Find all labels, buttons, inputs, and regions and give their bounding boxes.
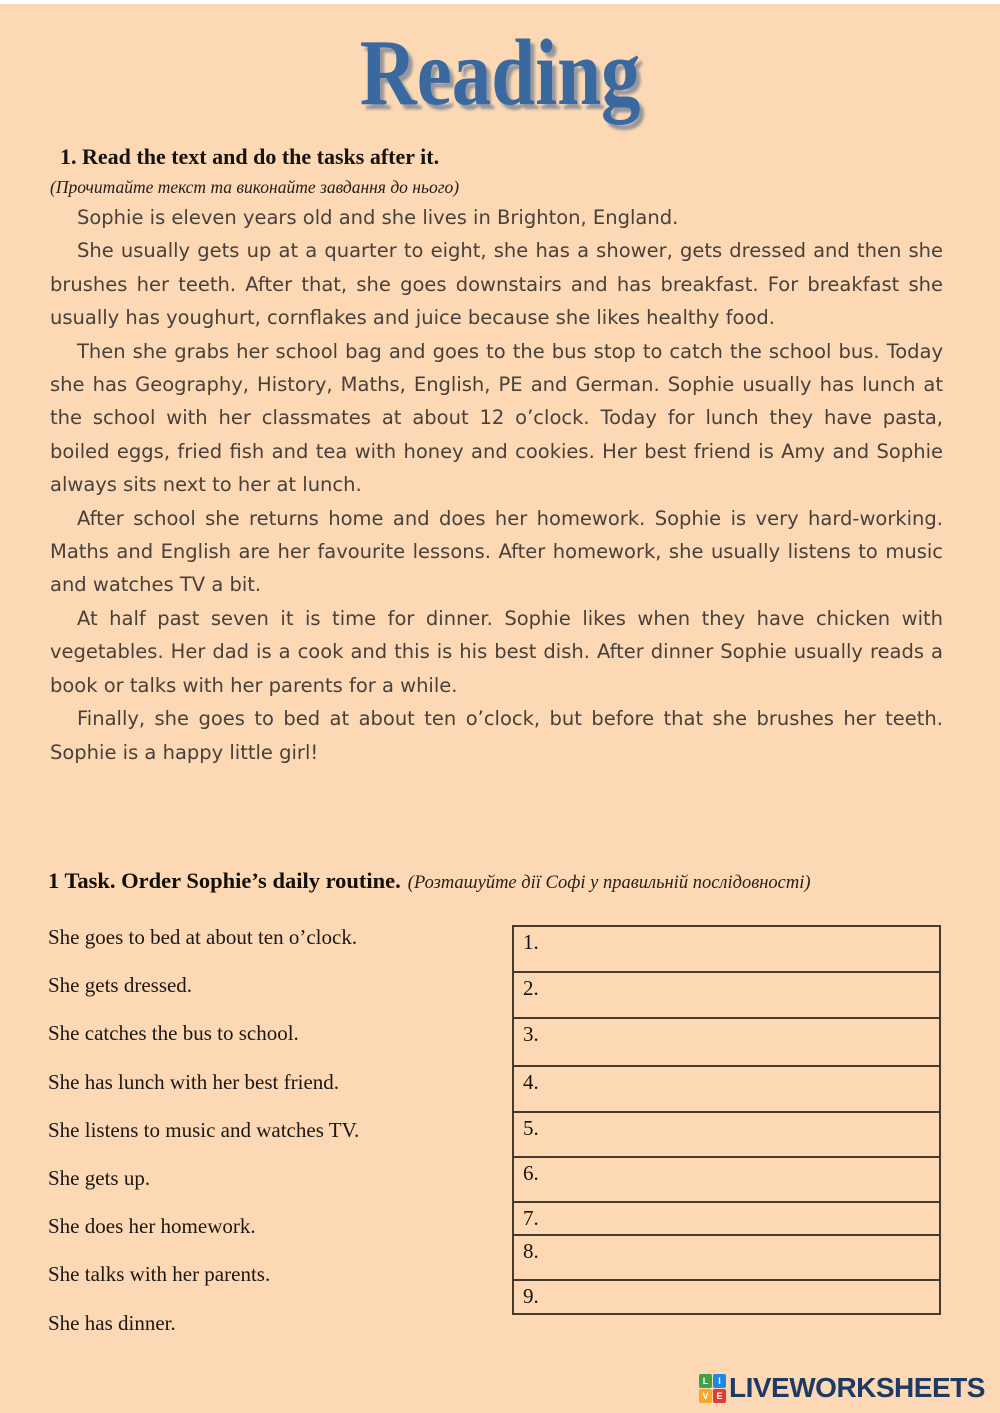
- liveworksheets-logo-text: LIVEWORKSHEETS: [729, 1372, 985, 1403]
- answer-row-9[interactable]: 9.: [514, 1279, 939, 1313]
- passage-paragraph: Finally, she goes to bed at about ten o’clock, but before that she brushes her teeth. Sophie is a happy little girl!: [50, 707, 943, 764]
- task-heading: 1 Task. Order Sophie’s daily routine.: [48, 868, 401, 893]
- answer-row-2[interactable]: 2.: [514, 971, 939, 1017]
- live-icon-square-v: V: [699, 1389, 712, 1403]
- passage-paragraph: At half past seven it is time for dinner. Sophie likes when they have chicken with vegetables. Her dad is a cook and this is his best dish. After dinner Sophie usually reads a book or talks with her parents for a while.: [50, 606, 943, 697]
- task-heading-row: [48, 868, 958, 894]
- passage-paragraph: After school she returns home and does her homework. Sophie is very hard-working. Maths and English are her favourite lessons. After homework, she usually listens to music and watches TV a bit.: [50, 506, 943, 597]
- answer-row-1[interactable]: 1.: [523, 930, 539, 954]
- live-icon-square-l: L: [699, 1374, 712, 1388]
- answer-row-8[interactable]: 8.: [514, 1234, 939, 1279]
- routine-sentence: She gets up.: [48, 1165, 151, 1190]
- answer-row-3[interactable]: 3.: [514, 1017, 939, 1065]
- routine-sentence: She talks with her parents.: [48, 1262, 271, 1287]
- live-icon-square-i: I: [713, 1374, 726, 1388]
- routine-sentence: She does her homework.: [48, 1214, 256, 1239]
- reading-passage: [50, 201, 943, 769]
- routine-sentence: She has dinner.: [48, 1310, 176, 1335]
- passage-paragraph: Then she grabs her school bag and goes to the bus stop to catch the school bus. Today she has Geography, History, Maths, English, PE and German. Sophie usually has lunch at the school with her classmates at about 12 o’clock. Today for lunch they have pasta, boiled eggs, fried fish and tea with honey and cookies. Her best friend is Amy and Sophie always sits next to her at lunch.: [50, 339, 943, 497]
- liveworksheets-icon: [699, 1374, 726, 1403]
- answer-row-7[interactable]: 7.: [514, 1201, 939, 1234]
- passage-paragraph: Sophie is eleven years old and she lives in Brighton, England.: [77, 206, 679, 229]
- section1-heading: 1. Read the text and do the tasks after it.: [60, 144, 440, 169]
- answer-row-4[interactable]: 4.: [514, 1065, 939, 1111]
- answer-table: [512, 925, 941, 1315]
- page-title: Reading: [359, 21, 641, 125]
- section1-heading-translation: (Прочитайте текст та виконайте завдання до нього): [50, 177, 460, 197]
- liveworksheets-footer: [699, 1372, 985, 1404]
- answer-row-6[interactable]: 6.: [514, 1156, 939, 1201]
- routine-sentence: She gets dressed.: [48, 973, 193, 998]
- routine-sentence: She goes to bed at about ten o’clock.: [48, 925, 358, 949]
- routine-sentence: She has lunch with her best friend.: [48, 1069, 340, 1094]
- routine-sentence-list: [48, 923, 488, 1357]
- live-icon-square-e: E: [713, 1389, 726, 1403]
- task-heading-translation: (Розташуйте дії Софі у правильній послідовності): [407, 873, 811, 893]
- passage-paragraph: She usually gets up at a quarter to eight, she has a shower, gets dressed and then she brushes her teeth. After that, she goes downstairs and has breakfast. For breakfast she usually has youghurt, cornflakes and juice because she likes healthy food.: [50, 239, 943, 330]
- routine-sentence: She catches the bus to school.: [48, 1021, 299, 1046]
- answer-row-5[interactable]: 5.: [514, 1111, 939, 1156]
- routine-sentence: She listens to music and watches TV.: [48, 1117, 360, 1142]
- title-wrap: [0, 0, 1000, 123]
